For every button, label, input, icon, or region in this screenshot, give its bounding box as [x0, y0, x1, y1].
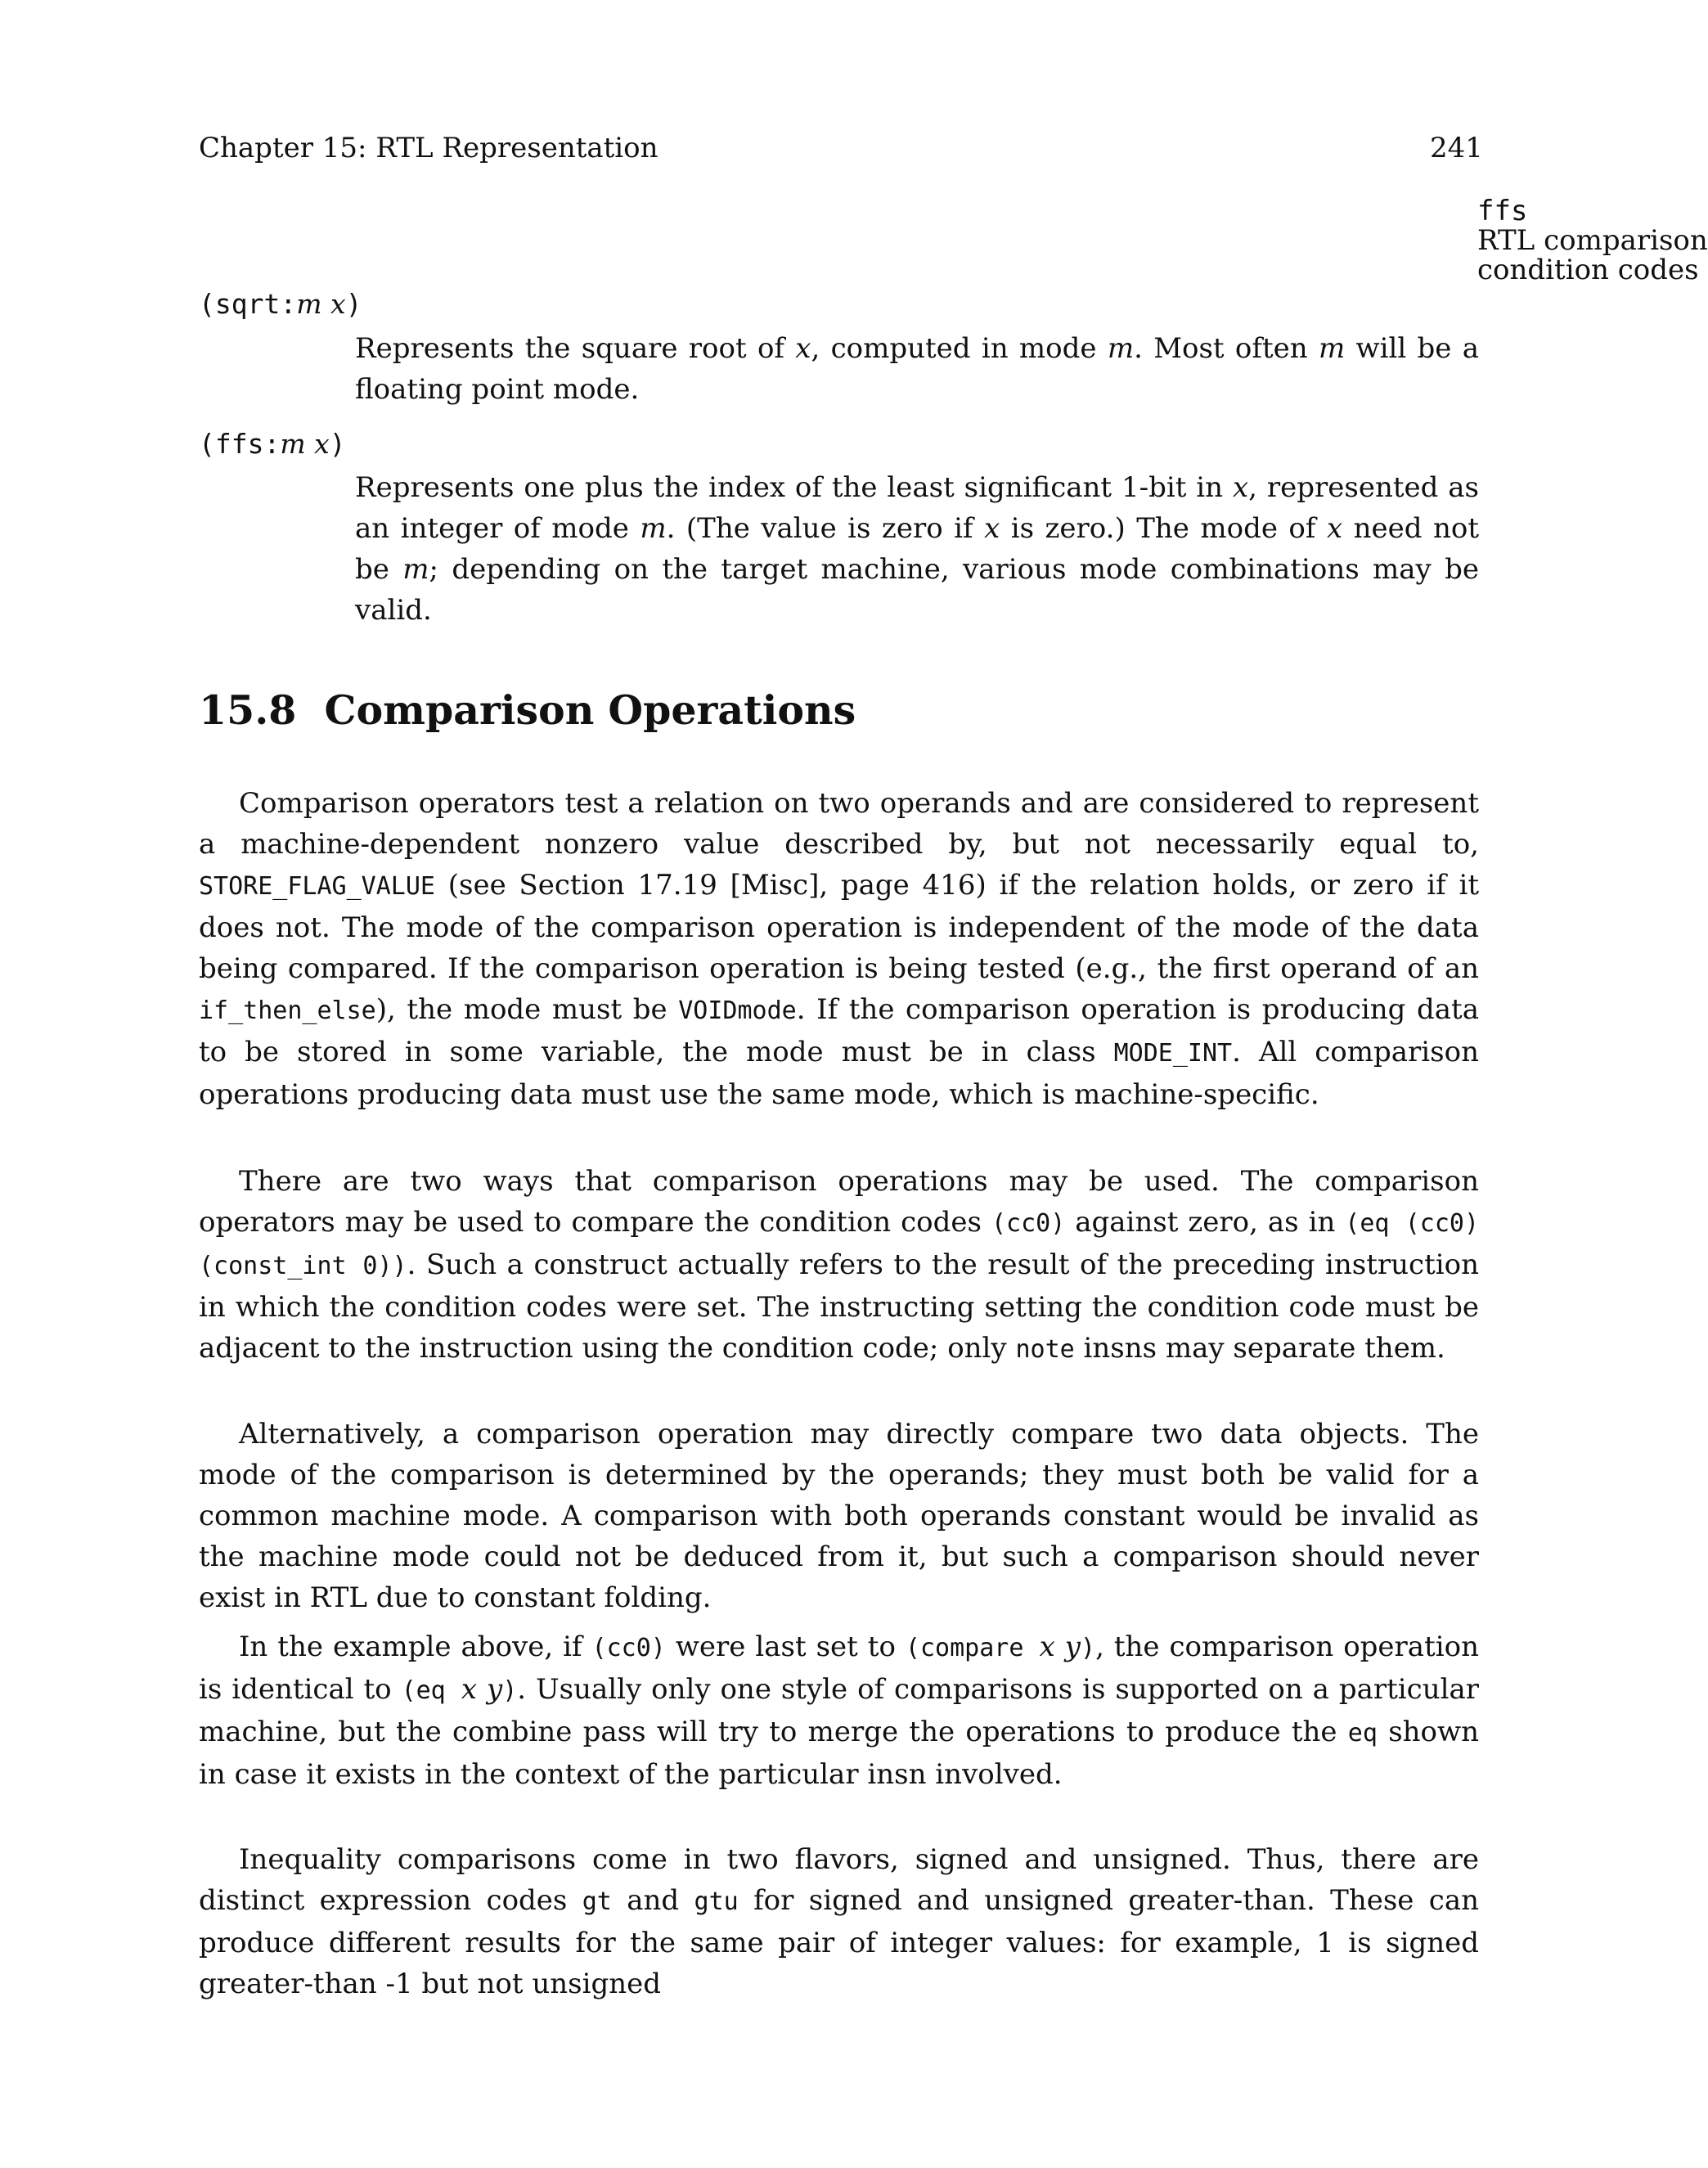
running-header-chapter: Chapter 15: RTL Representation	[199, 132, 658, 164]
code-run: )	[1081, 1634, 1096, 1662]
code-run: eq	[1347, 1719, 1378, 1747]
term-mode: m	[280, 428, 306, 460]
paragraph-1	[199, 783, 1479, 1115]
var-run: x y	[1039, 1630, 1081, 1663]
text-run: ), the mode must be	[375, 993, 679, 1026]
code-run: )	[502, 1676, 518, 1705]
paragraph-3	[199, 1414, 1479, 1618]
text-run: for signed and unsigned greater-than. These can produce different results for the same pair of integer values: for example, 1 is signed greater-than -1 but not unsigned	[199, 1884, 1480, 2000]
margin-note-line2: condition codes	[1477, 254, 1699, 286]
var-run: m	[402, 553, 429, 586]
text-run: were last set to	[665, 1630, 906, 1663]
text-run: . Most often	[1134, 332, 1319, 365]
text-run: ; depending on the target machine, various mode combinations may be valid.	[355, 553, 1479, 627]
text-run: and	[611, 1884, 694, 1917]
margin-index-notes	[1477, 195, 1708, 286]
text-run: . Such a construct actually refers to the result of the preceding instruction in which the condition codes were set. The instructing setting the condition code must be adjacent to the instruction using the condition code; only	[199, 1248, 1479, 1365]
text-run: need not be	[355, 512, 1479, 586]
code-run: gtu	[694, 1887, 739, 1916]
text-run: , computed in mode	[811, 332, 1108, 365]
text-run: against zero, as in	[1065, 1206, 1346, 1239]
text-run: . (The value is zero if	[666, 512, 985, 545]
text-run: . If the comparison operation is producing data to be stored in some variable, the mode must be in class	[199, 993, 1479, 1068]
code-run: STORE_FLAG_VALUE	[199, 872, 435, 901]
text-run: Represents the square root of	[355, 332, 796, 365]
code-run: (eq (cc0) (const_int 0))	[199, 1209, 1480, 1280]
code-run: note	[1015, 1335, 1075, 1364]
code-run: if_then_else	[199, 996, 376, 1025]
text-run: (see Section 17.19 [Misc], page 416) if the relation holds, or zero if it does not. The mode of the comparison operation is independent of the mode of the data being compared. If the comparison operation is being tested (e.g., the first operand of an	[199, 869, 1479, 985]
text-run: shown in case it exists in the context of the particular insn involved.	[199, 1716, 1480, 1791]
text-run: , represented as an integer of mode	[355, 471, 1479, 545]
section-title-text: Comparison Operations	[324, 686, 856, 734]
definition-body-sqrt	[355, 328, 1479, 410]
code-run: (cc0)	[991, 1209, 1066, 1238]
var-run: x	[1232, 471, 1249, 504]
var-run: x	[795, 332, 811, 365]
code-run: gt	[582, 1887, 612, 1916]
var-run: m	[1318, 332, 1346, 365]
term-close: )	[345, 288, 362, 320]
code-run: VOIDmode	[678, 996, 797, 1025]
text-run: Inequality comparisons come in two flavors, signed and unsigned. Thus, there are distinct expression codes	[199, 1843, 1479, 1917]
section-number: 15.8	[199, 686, 297, 734]
definition-body-ffs	[355, 467, 1479, 631]
text-run: There are two ways that comparison operations may be used. The comparison operators may be used to compare the condition codes	[199, 1165, 1479, 1239]
paragraph-5	[199, 1839, 1479, 2004]
paragraph-4	[199, 1626, 1479, 1795]
text-run: Represents one plus the index of the least significant 1-bit in	[355, 471, 1233, 504]
paragraph-2	[199, 1161, 1479, 1370]
code-run: MODE_INT	[1113, 1039, 1233, 1068]
term-close: )	[329, 428, 346, 460]
text-run: . All comparison operations producing data must use the same mode, which is machine-specific.	[199, 1036, 1479, 1111]
page-number: 241	[1430, 132, 1483, 164]
text-run: In the example above, if	[239, 1630, 592, 1663]
term-operand: x	[314, 428, 330, 460]
code-run: (cc0)	[591, 1634, 666, 1662]
text-run: , the comparison operation is identical to	[199, 1630, 1479, 1706]
text-run: Alternatively, a comparison operation may directly compare two data objects. The mode of the comparison is determined by the operands; they must both be valid for a common machine mode. A comparison with both operands constant would be invalid as the machine mode could not be deduced from it, but such a comparison should never exist in RTL due to constant folding.	[199, 1418, 1479, 1614]
text-run: Comparison operators test a relation on two operands and are considered to represent a machine-dependent nonzero value described by, but not necessarily equal to,	[199, 787, 1479, 861]
definition-term-sqrt	[199, 288, 362, 321]
var-run: x y	[461, 1673, 503, 1706]
var-run: x	[1326, 512, 1343, 545]
var-run: m	[640, 512, 667, 545]
var-run: m	[1107, 332, 1135, 365]
var-run: x	[984, 512, 1000, 545]
code-run: (compare	[905, 1634, 1040, 1662]
term-operand: x	[330, 288, 346, 320]
term-mode: m	[296, 288, 322, 320]
margin-note-line1: RTL comparison	[1477, 224, 1708, 257]
code-run: (eq	[401, 1676, 461, 1705]
term-code: (ffs:	[199, 428, 281, 460]
section-heading	[199, 686, 856, 735]
text-run: insns may separate them.	[1074, 1332, 1445, 1365]
definition-term-ffs	[199, 428, 346, 461]
term-code: (sqrt:	[199, 288, 297, 320]
text-run: . Usually only one style of comparisons is supported on a particular machine, but the combine pass will try to merge the operations to produce the	[199, 1673, 1479, 1748]
margin-note-code: ffs	[1477, 195, 1528, 227]
text-run: will be a floating point mode.	[355, 332, 1479, 406]
text-run: is zero.) The mode of	[1000, 512, 1327, 545]
